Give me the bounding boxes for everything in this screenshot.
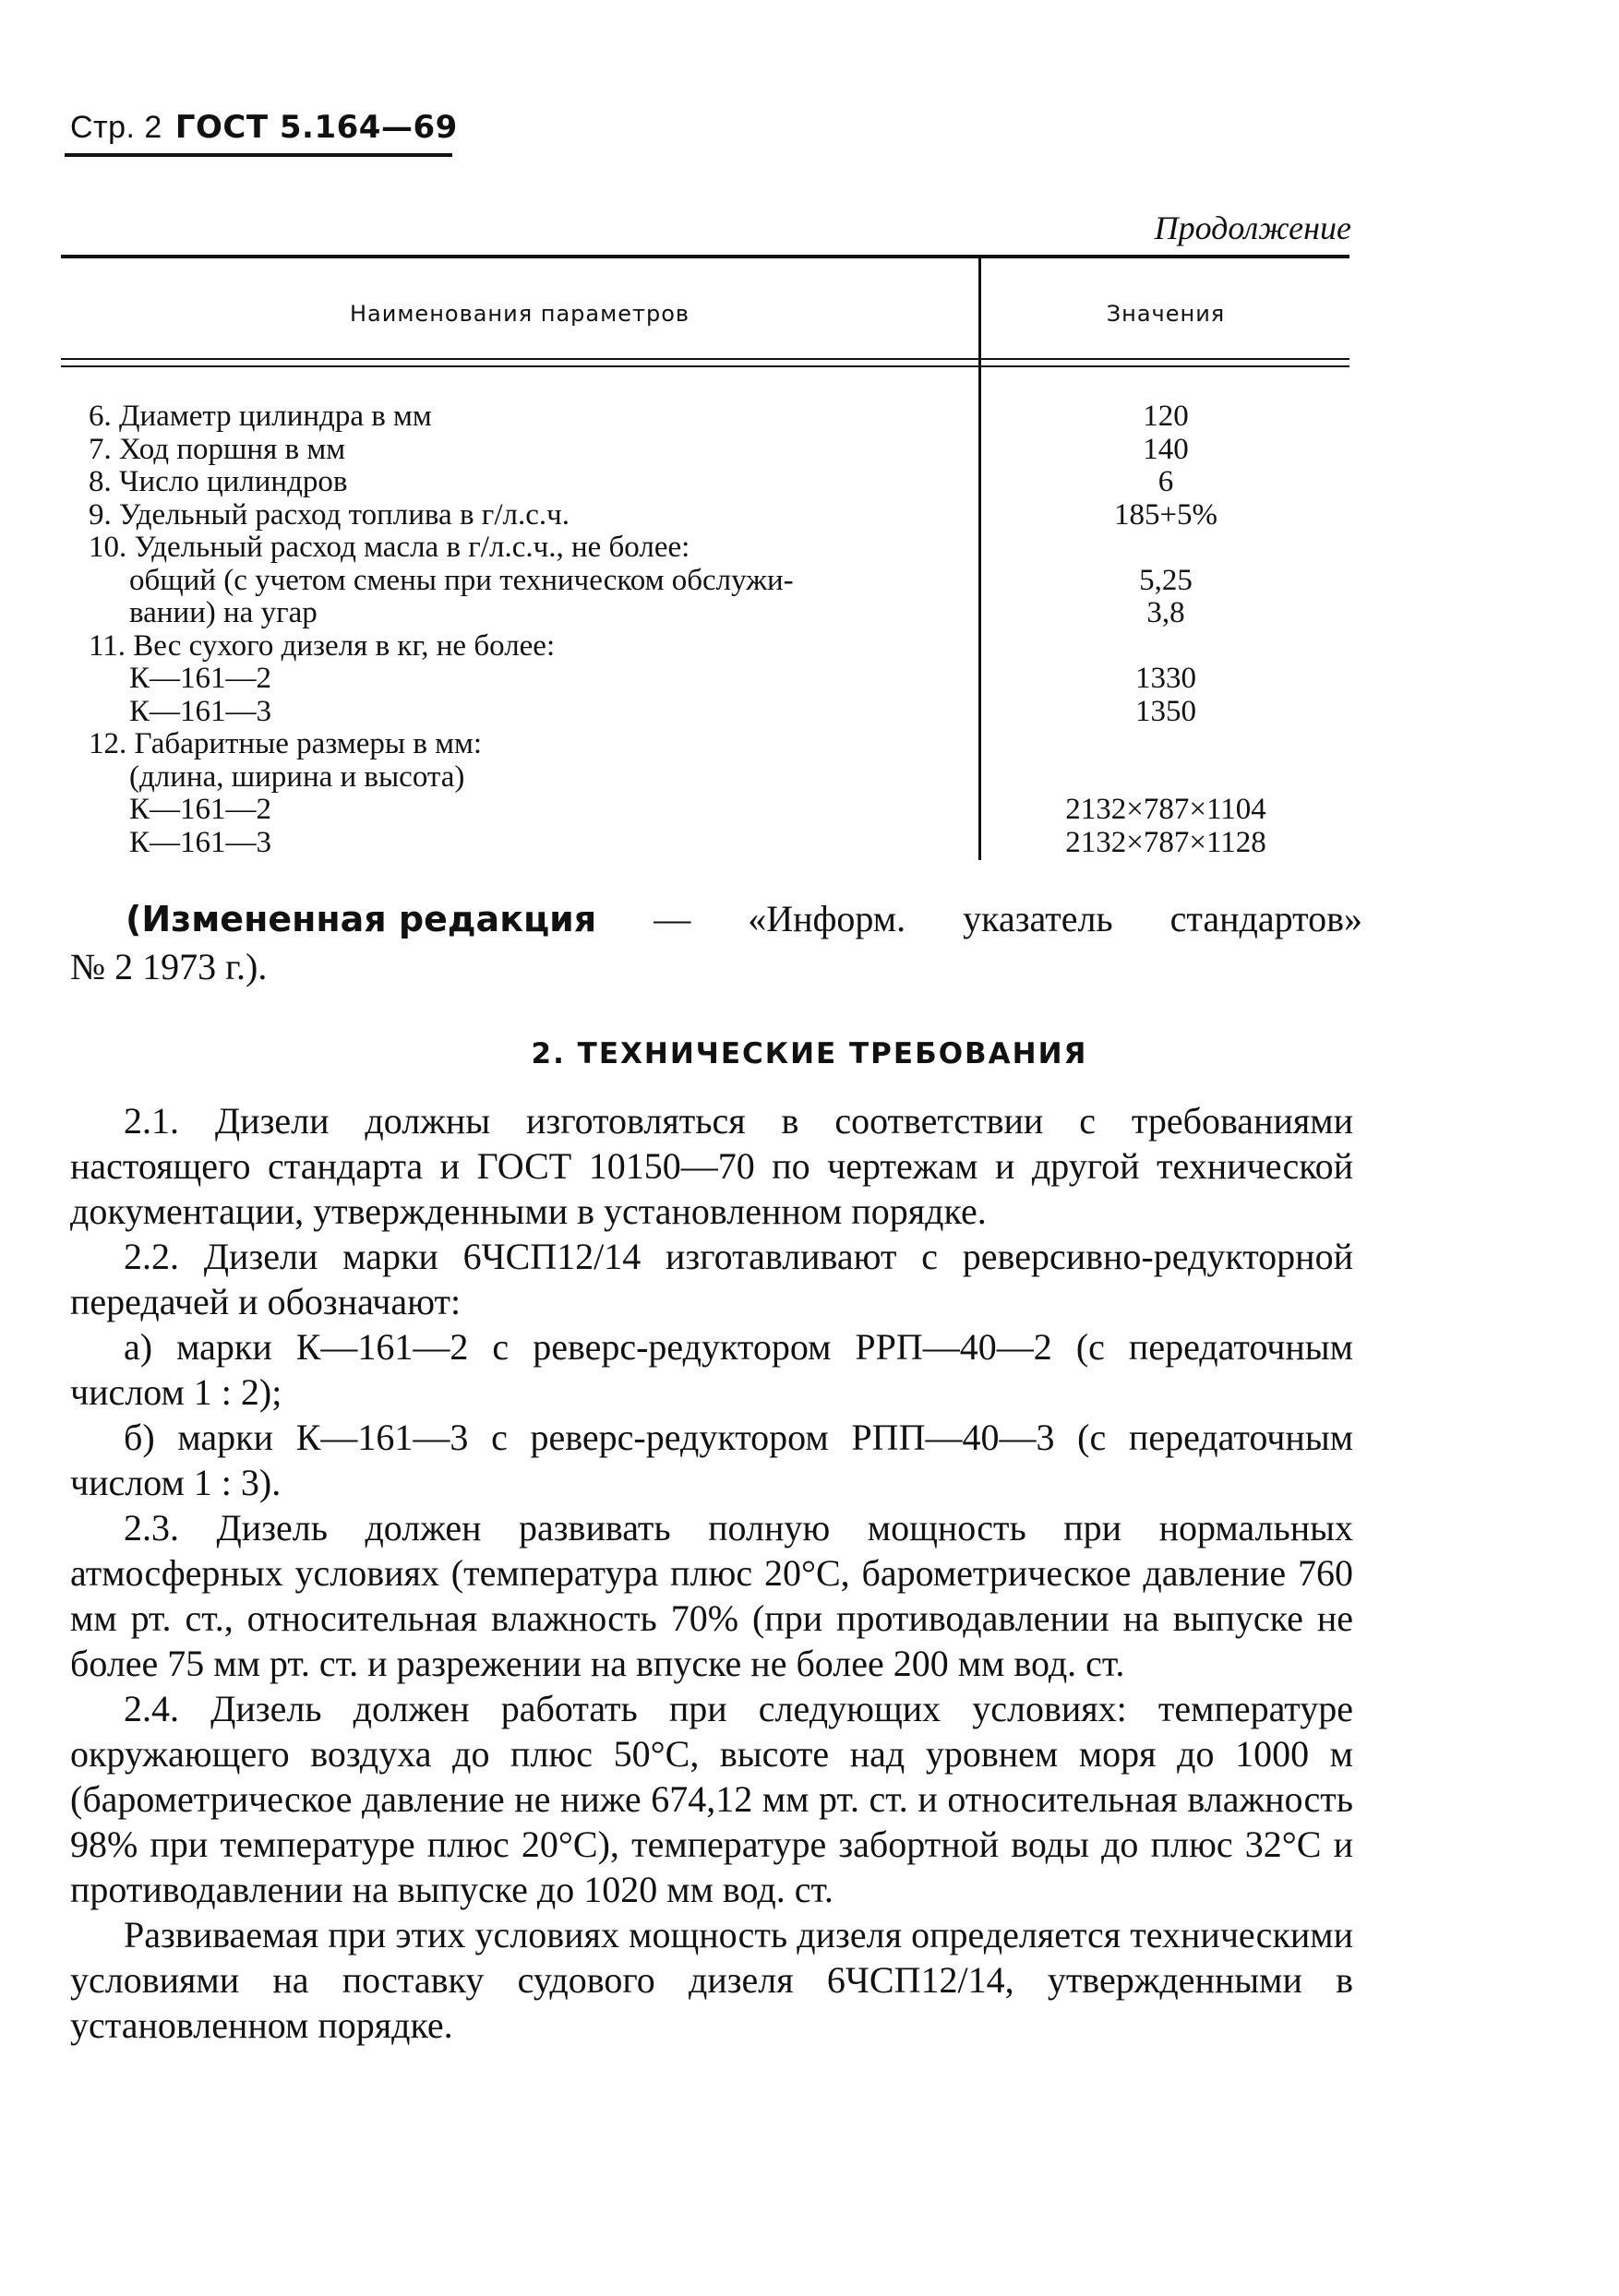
paragraph-2-2-b: б) марки К—161—3 с реверс-редуктором РПП—40—3 (с передаточным числом 1 : 3). bbox=[70, 1417, 1353, 1503]
parameter-name: 10. Удельный расход масла в г/л.с.ч., не более: bbox=[89, 531, 690, 564]
amendment-note bbox=[70, 895, 1362, 991]
amendment-word-inform: «Информ. bbox=[748, 898, 906, 939]
page-header bbox=[70, 109, 458, 146]
table-row bbox=[0, 794, 1619, 827]
parameter-name: 6. Диаметр цилиндра в мм bbox=[89, 400, 432, 433]
paragraph-2-4: 2.4. Дизель должен работать при следующих условиях: температуре окружающего воздуха до плюс 50°С, высоте над уровнем моря до 1000 м (барометрическое давление не ниже 674,12 мм рт. ст. и относительная влажность 98% при температуре плюс 20°С), температуре забортной воды до плюс 32°С и противодавлении на выпуске до 1020 мм вод. ст. bbox=[70, 1688, 1353, 1910]
table-row bbox=[0, 696, 1619, 729]
parameter-value: 1350 bbox=[1135, 694, 1196, 728]
parameter-name: 8. Число цилиндров bbox=[89, 465, 348, 498]
parameter-value: 185+5% bbox=[1113, 497, 1218, 532]
paragraph-closing: Развиваемая при этих условиях мощность дизеля определяется техническими условиями на поставку судового дизеля 6ЧСП12/14, утвержденными в установленном порядке. bbox=[70, 1914, 1353, 2046]
table-row bbox=[0, 532, 1619, 565]
parameter-value: 120 bbox=[1143, 400, 1189, 433]
table-row bbox=[0, 565, 1619, 598]
table-row bbox=[0, 499, 1619, 532]
parameter-value: 140 bbox=[1143, 432, 1189, 466]
amendment-line2: № 2 1973 г.). bbox=[70, 946, 268, 987]
table-row bbox=[0, 663, 1619, 696]
amendment-word-standards: стандартов» bbox=[1169, 898, 1362, 939]
paragraph-2-1: 2.1. Дизели должны изготовляться в соответствии с требованиями настоящего стандарта и ГОСТ 10150—70 по чертежам и другой технической документации, утвержденными в установленном порядке. bbox=[70, 1100, 1353, 1232]
parameter-name: (длина, ширина и высота) bbox=[129, 759, 465, 794]
parameter-name: К—161—3 bbox=[129, 825, 272, 859]
table-row bbox=[0, 630, 1619, 664]
page-label: Стр. 2 bbox=[70, 110, 162, 145]
table-row bbox=[0, 401, 1619, 434]
paragraph-2-3: 2.3. Дизель должен развивать полную мощность при нормальных атмосферных условиях (температура плюс 20°С, барометрическое давление 760 мм рт. ст., относительная влажность 70% (при противодавлении на выпуске не более 75 мм рт. ст. и разрежении на впуске не более 200 мм вод. ст. bbox=[70, 1507, 1353, 1684]
table-row bbox=[0, 728, 1619, 761]
table-row bbox=[0, 466, 1619, 499]
section-body bbox=[70, 1098, 1353, 2048]
paragraph-2-2-a: а) марки К—161—2 с реверс-редуктором РРП—40—2 (с передаточным числом 1 : 2); bbox=[70, 1326, 1353, 1413]
section-title: 2. ТЕХНИЧЕСКИЕ ТРЕБОВАНИЯ bbox=[531, 1037, 1088, 1070]
table-row bbox=[0, 761, 1619, 795]
table-row bbox=[0, 597, 1619, 630]
header-underline bbox=[65, 153, 452, 157]
table-row bbox=[0, 827, 1619, 860]
table-continuation-label: Продолжение bbox=[1154, 209, 1351, 246]
parameter-value: 1330 bbox=[1135, 662, 1196, 695]
parameter-name: 7. Ход поршня в мм bbox=[89, 432, 346, 466]
paragraph-2-2: 2.2. Дизели марки 6ЧСП12/14 изготавливают с реверсивно-редукторной передачей и обозначают: bbox=[70, 1236, 1353, 1322]
amendment-bold: (Измененная редакция bbox=[126, 899, 597, 939]
standard-number: ГОСТ 5.164—69 bbox=[174, 109, 458, 146]
amendment-dash: — bbox=[654, 898, 691, 939]
amendment-word-index: указатель bbox=[963, 898, 1113, 939]
parameter-name: 12. Габаритные размеры в мм: bbox=[89, 727, 483, 760]
parameter-value: 3,8 bbox=[1146, 596, 1185, 629]
table-header-rule bbox=[61, 358, 1349, 360]
parameter-value: 2132×787×1104 bbox=[1065, 793, 1266, 826]
column-header-parameters: Наименования параметров bbox=[349, 301, 690, 327]
column-header-values: Значения bbox=[1106, 301, 1226, 327]
parameter-value: 2132×787×1128 bbox=[1065, 825, 1266, 859]
parameter-value: 5,25 bbox=[1139, 563, 1193, 597]
parameter-name: К—161—2 bbox=[129, 662, 272, 695]
parameters-table-body bbox=[0, 401, 1619, 859]
table-top-rule bbox=[61, 255, 1349, 258]
parameter-value: 6 bbox=[1157, 465, 1174, 498]
parameter-name: 11. Вес сухого дизеля в кг, не более: bbox=[89, 628, 556, 663]
parameter-name: общий (с учетом смены при техническом обслужи- bbox=[129, 563, 794, 597]
parameter-name: К—161—3 bbox=[129, 694, 272, 728]
table-row bbox=[0, 434, 1619, 467]
parameter-name: вании) на угар bbox=[129, 596, 318, 629]
table-header-rule-second bbox=[61, 365, 1349, 367]
parameter-name: 9. Удельный расход топлива в г/л.с.ч. bbox=[89, 497, 570, 532]
parameter-name: К—161—2 bbox=[129, 793, 272, 826]
